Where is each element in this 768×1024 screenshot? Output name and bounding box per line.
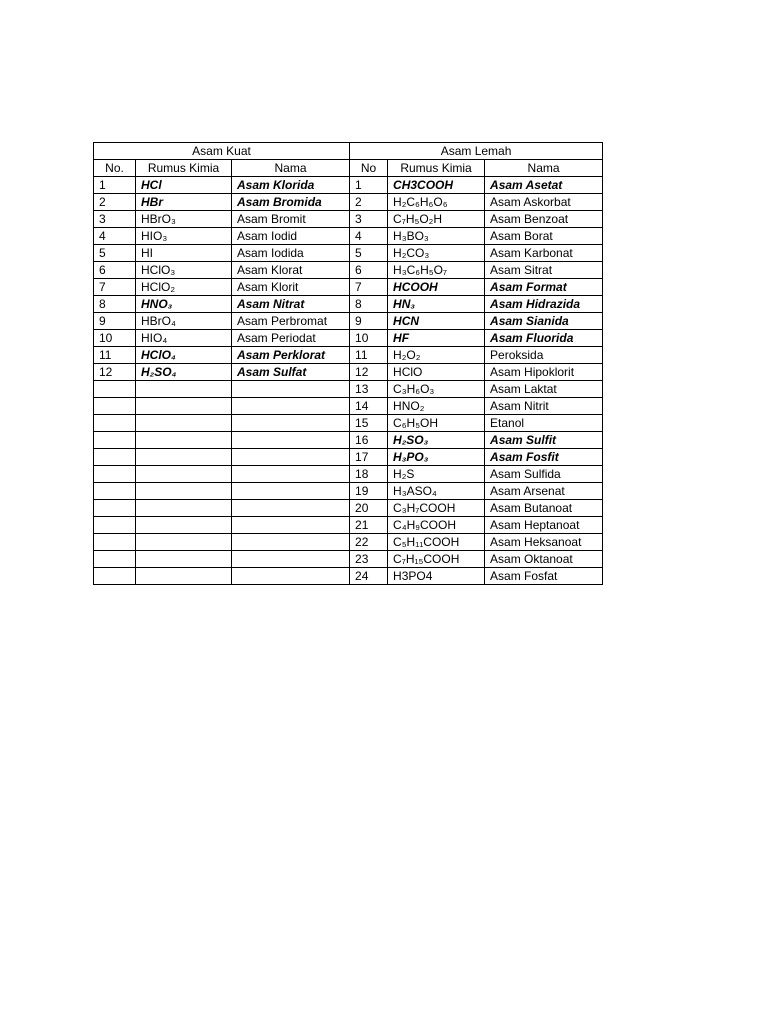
table-row — [94, 517, 603, 534]
strong-acid-group-header: Asam Kuat — [94, 143, 350, 160]
strong-acid-name-cell — [232, 500, 350, 517]
weak-acid-name-cell: Asam Oktanoat — [485, 551, 603, 568]
strong-acid-no-cell — [94, 483, 136, 500]
weak-acid-formula-cell: CH3COOH — [388, 177, 485, 194]
table-row — [94, 415, 603, 432]
strong-acid-name-cell: Asam Klorida — [232, 177, 350, 194]
weak-acid-name-cell: Asam Asetat — [485, 177, 603, 194]
table-row — [94, 381, 603, 398]
weak-acid-name-cell: Peroksida — [485, 347, 603, 364]
strong-acid-formula-cell — [136, 449, 232, 466]
strong-acid-formula-cell: HIO₄ — [136, 330, 232, 347]
table-row — [94, 534, 603, 551]
weak-acid-no-cell: 24 — [350, 568, 388, 585]
weak-acid-name-cell: Asam Sianida — [485, 313, 603, 330]
weak-acid-no-cell: 16 — [350, 432, 388, 449]
weak-acid-formula-cell: H₂SO₃ — [388, 432, 485, 449]
column-header-strong-name: Nama — [232, 160, 350, 177]
strong-acid-name-cell — [232, 517, 350, 534]
table-row — [94, 211, 603, 228]
strong-acid-name-cell — [232, 432, 350, 449]
strong-acid-no-cell — [94, 500, 136, 517]
strong-acid-no-cell — [94, 381, 136, 398]
weak-acid-formula-cell: C₇H₅O₂H — [388, 211, 485, 228]
strong-acid-name-cell: Asam Nitrat — [232, 296, 350, 313]
weak-acid-formula-cell: HCOOH — [388, 279, 485, 296]
strong-acid-name-cell: Asam Perbromat — [232, 313, 350, 330]
weak-acid-formula-cell: HF — [388, 330, 485, 347]
table-row — [94, 245, 603, 262]
strong-acid-formula-cell: HClO₄ — [136, 347, 232, 364]
strong-acid-name-cell — [232, 449, 350, 466]
strong-acid-no-cell: 5 — [94, 245, 136, 262]
strong-acid-no-cell: 10 — [94, 330, 136, 347]
strong-acid-no-cell — [94, 415, 136, 432]
strong-acid-formula-cell: HBr — [136, 194, 232, 211]
weak-acid-no-cell: 2 — [350, 194, 388, 211]
weak-acid-name-cell: Asam Heptanoat — [485, 517, 603, 534]
weak-acid-name-cell: Asam Hipoklorit — [485, 364, 603, 381]
weak-acid-formula-cell: H₂C₆H₆O₆ — [388, 194, 485, 211]
strong-acid-name-cell — [232, 534, 350, 551]
table-row — [94, 466, 603, 483]
weak-acid-name-cell: Asam Karbonat — [485, 245, 603, 262]
strong-acid-no-cell — [94, 466, 136, 483]
strong-acid-formula-cell — [136, 483, 232, 500]
group-header-row — [94, 143, 603, 160]
column-header-strong-formula: Rumus Kimia — [136, 160, 232, 177]
weak-acid-no-cell: 4 — [350, 228, 388, 245]
strong-acid-name-cell — [232, 483, 350, 500]
weak-acid-no-cell: 17 — [350, 449, 388, 466]
table-row — [94, 262, 603, 279]
weak-acid-formula-cell: C₆H₅OH — [388, 415, 485, 432]
table-row — [94, 279, 603, 296]
weak-acid-no-cell: 20 — [350, 500, 388, 517]
strong-acid-formula-cell: HIO₃ — [136, 228, 232, 245]
column-header-weak-name: Nama — [485, 160, 603, 177]
strong-acid-name-cell: Asam Iodida — [232, 245, 350, 262]
strong-acid-no-cell: 8 — [94, 296, 136, 313]
table-row — [94, 313, 603, 330]
acid-table-body — [94, 143, 603, 585]
table-row — [94, 500, 603, 517]
weak-acid-no-cell: 21 — [350, 517, 388, 534]
weak-acid-no-cell: 11 — [350, 347, 388, 364]
strong-acid-no-cell — [94, 432, 136, 449]
strong-acid-name-cell: Asam Klorat — [232, 262, 350, 279]
strong-acid-formula-cell — [136, 517, 232, 534]
strong-acid-formula-cell: HCl — [136, 177, 232, 194]
table-row — [94, 177, 603, 194]
table-row — [94, 449, 603, 466]
strong-acid-no-cell — [94, 449, 136, 466]
weak-acid-name-cell: Etanol — [485, 415, 603, 432]
strong-acid-formula-cell: H₂SO₄ — [136, 364, 232, 381]
strong-acid-no-cell — [94, 517, 136, 534]
weak-acid-no-cell: 23 — [350, 551, 388, 568]
weak-acid-formula-cell: HCN — [388, 313, 485, 330]
weak-acid-no-cell: 14 — [350, 398, 388, 415]
weak-acid-formula-cell: H₂O₂ — [388, 347, 485, 364]
weak-acid-name-cell: Asam Format — [485, 279, 603, 296]
strong-acid-formula-cell — [136, 415, 232, 432]
weak-acid-no-cell: 1 — [350, 177, 388, 194]
table-row — [94, 296, 603, 313]
weak-acid-formula-cell: HClO — [388, 364, 485, 381]
weak-acid-name-cell: Asam Hidrazida — [485, 296, 603, 313]
weak-acid-formula-cell: C₃H₆O₃ — [388, 381, 485, 398]
strong-acid-formula-cell: HClO₃ — [136, 262, 232, 279]
acid-table — [93, 142, 603, 585]
weak-acid-no-cell: 19 — [350, 483, 388, 500]
table-row — [94, 194, 603, 211]
column-header-weak-formula: Rumus Kimia — [388, 160, 485, 177]
strong-acid-no-cell — [94, 551, 136, 568]
strong-acid-name-cell: Asam Klorit — [232, 279, 350, 296]
strong-acid-formula-cell — [136, 432, 232, 449]
weak-acid-no-cell: 5 — [350, 245, 388, 262]
weak-acid-name-cell: Asam Askorbat — [485, 194, 603, 211]
weak-acid-name-cell: Asam Borat — [485, 228, 603, 245]
strong-acid-no-cell — [94, 568, 136, 585]
strong-acid-name-cell — [232, 551, 350, 568]
weak-acid-no-cell: 9 — [350, 313, 388, 330]
weak-acid-name-cell: Asam Sulfit — [485, 432, 603, 449]
strong-acid-name-cell — [232, 466, 350, 483]
weak-acid-name-cell: Asam Sitrat — [485, 262, 603, 279]
table-row — [94, 347, 603, 364]
strong-acid-formula-cell — [136, 398, 232, 415]
weak-acid-no-cell: 15 — [350, 415, 388, 432]
strong-acid-name-cell: Asam Iodid — [232, 228, 350, 245]
weak-acid-no-cell: 12 — [350, 364, 388, 381]
strong-acid-formula-cell: HClO₂ — [136, 279, 232, 296]
weak-acid-formula-cell: C₄H₉COOH — [388, 517, 485, 534]
column-header-row — [94, 160, 603, 177]
strong-acid-formula-cell: HBrO₃ — [136, 211, 232, 228]
strong-acid-formula-cell: HNO₃ — [136, 296, 232, 313]
strong-acid-name-cell: Asam Bromit — [232, 211, 350, 228]
strong-acid-no-cell: 12 — [94, 364, 136, 381]
strong-acid-formula-cell: HI — [136, 245, 232, 262]
table-row — [94, 330, 603, 347]
weak-acid-name-cell: Asam Fosfit — [485, 449, 603, 466]
table-row — [94, 432, 603, 449]
weak-acid-name-cell: Asam Heksanoat — [485, 534, 603, 551]
strong-acid-no-cell — [94, 534, 136, 551]
strong-acid-name-cell — [232, 398, 350, 415]
weak-acid-no-cell: 10 — [350, 330, 388, 347]
weak-acid-no-cell: 6 — [350, 262, 388, 279]
table-row — [94, 364, 603, 381]
strong-acid-name-cell — [232, 381, 350, 398]
strong-acid-no-cell: 4 — [94, 228, 136, 245]
weak-acid-formula-cell: H3PO4 — [388, 568, 485, 585]
strong-acid-formula-cell: HBrO₄ — [136, 313, 232, 330]
weak-acid-formula-cell: H₃PO₃ — [388, 449, 485, 466]
weak-acid-name-cell: Asam Benzoat — [485, 211, 603, 228]
weak-acid-formula-cell: C₅H₁₁COOH — [388, 534, 485, 551]
strong-acid-no-cell: 11 — [94, 347, 136, 364]
strong-acid-formula-cell — [136, 534, 232, 551]
strong-acid-formula-cell — [136, 568, 232, 585]
strong-acid-formula-cell — [136, 381, 232, 398]
weak-acid-no-cell: 22 — [350, 534, 388, 551]
strong-acid-name-cell: Asam Sulfat — [232, 364, 350, 381]
strong-acid-no-cell: 2 — [94, 194, 136, 211]
strong-acid-no-cell: 7 — [94, 279, 136, 296]
strong-acid-name-cell — [232, 415, 350, 432]
strong-acid-formula-cell — [136, 551, 232, 568]
weak-acid-formula-cell: C₃H₇COOH — [388, 500, 485, 517]
strong-acid-no-cell: 6 — [94, 262, 136, 279]
weak-acid-formula-cell: H₃ASO₄ — [388, 483, 485, 500]
strong-acid-name-cell: Asam Bromida — [232, 194, 350, 211]
table-row — [94, 228, 603, 245]
weak-acid-group-header: Asam Lemah — [350, 143, 603, 160]
column-header-strong-no: No. — [94, 160, 136, 177]
weak-acid-no-cell: 8 — [350, 296, 388, 313]
strong-acid-no-cell: 1 — [94, 177, 136, 194]
weak-acid-formula-cell: HNO₂ — [388, 398, 485, 415]
strong-acid-no-cell: 3 — [94, 211, 136, 228]
strong-acid-formula-cell — [136, 466, 232, 483]
strong-acid-name-cell — [232, 568, 350, 585]
strong-acid-no-cell: 9 — [94, 313, 136, 330]
weak-acid-formula-cell: H₂CO₃ — [388, 245, 485, 262]
weak-acid-name-cell: Asam Arsenat — [485, 483, 603, 500]
weak-acid-name-cell: Asam Fosfat — [485, 568, 603, 585]
weak-acid-formula-cell: C₇H₁₅COOH — [388, 551, 485, 568]
weak-acid-name-cell: Asam Nitrit — [485, 398, 603, 415]
table-row — [94, 483, 603, 500]
weak-acid-no-cell: 18 — [350, 466, 388, 483]
weak-acid-formula-cell: HN₃ — [388, 296, 485, 313]
weak-acid-no-cell: 7 — [350, 279, 388, 296]
weak-acid-no-cell: 13 — [350, 381, 388, 398]
weak-acid-formula-cell: H₃C₆H₅O₇ — [388, 262, 485, 279]
column-header-weak-no: No — [350, 160, 388, 177]
weak-acid-formula-cell: H₃BO₃ — [388, 228, 485, 245]
table-row — [94, 551, 603, 568]
strong-acid-name-cell: Asam Perklorat — [232, 347, 350, 364]
strong-acid-name-cell: Asam Periodat — [232, 330, 350, 347]
weak-acid-name-cell: Asam Butanoat — [485, 500, 603, 517]
weak-acid-formula-cell: H₂S — [388, 466, 485, 483]
strong-acid-formula-cell — [136, 500, 232, 517]
weak-acid-no-cell: 3 — [350, 211, 388, 228]
table-row — [94, 568, 603, 585]
strong-acid-no-cell — [94, 398, 136, 415]
weak-acid-name-cell: Asam Laktat — [485, 381, 603, 398]
weak-acid-name-cell: Asam Fluorida — [485, 330, 603, 347]
table-row — [94, 398, 603, 415]
weak-acid-name-cell: Asam Sulfida — [485, 466, 603, 483]
